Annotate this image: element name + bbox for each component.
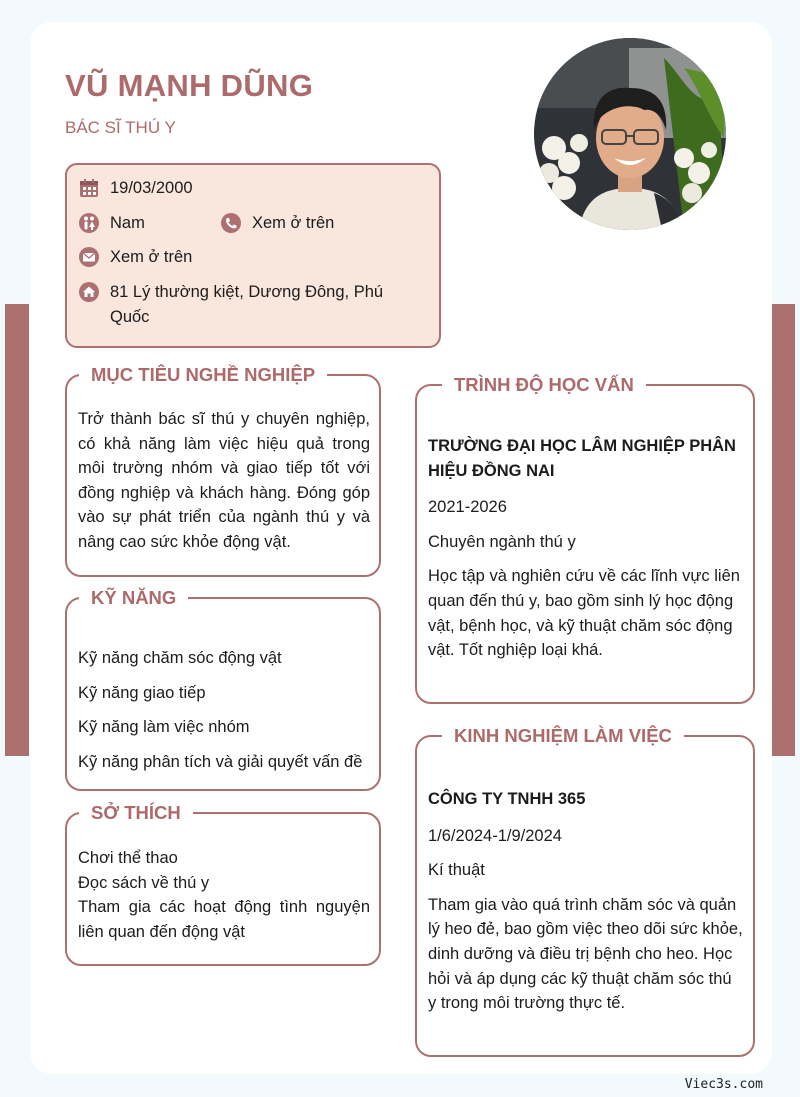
work-experience-section (415, 725, 755, 1057)
calendar-icon (78, 177, 100, 199)
email-value: Xem ở trên (110, 248, 193, 266)
address-row (78, 280, 398, 329)
candidate-name: VŨ MẠNH DŨNG (65, 68, 314, 103)
skill-item: Kỹ năng phân tích và giải quyết vấn đề (78, 753, 363, 771)
skill-item: Kỹ năng giao tiếp (78, 684, 206, 702)
profile-photo (534, 38, 726, 230)
watermark: Viec3s.com (684, 1077, 763, 1092)
education-period: 2021-2026 (428, 498, 507, 517)
section-title: KINH NGHIỆM LÀM VIỆC (442, 724, 684, 748)
skills-section (65, 587, 381, 791)
gender-icon (78, 212, 100, 234)
objective-text: Trở thành bác sĩ thú y chuyên nghiệp, có khả năng làm việc hiệu quả trong môi trường nhóm và giao tiếp tốt với đồng nghiệp và khách hàng. Đóng góp vào sự phát triển của ngành thú y và nâng cao sức khỏe động vật. (78, 410, 370, 551)
section-title: KỸ NĂNG (79, 586, 188, 610)
company-name: CÔNG TY TNHH 365 (428, 790, 586, 808)
gender-row (78, 211, 145, 236)
section-title: SỞ THÍCH (79, 801, 193, 825)
education-major: Chuyên ngành thú y (428, 532, 576, 551)
candidate-role: BÁC SĨ THÚ Y (65, 118, 176, 137)
hobby-item: Tham gia các hoạt động tình nguyện liên quan đến động vật (78, 898, 370, 941)
contact-info-panel (65, 163, 441, 348)
experience-description: Tham gia vào quá trình chăm sóc và quản lý heo đẻ, bao gồm việc theo dõi sức khỏe, dinh dưỡng và điều trị bệnh cho heo. Học hỏi và áp dụng các kỹ thuật chăm sóc thú y trong môi trường thực tế. (428, 895, 743, 1013)
phone-row (220, 211, 334, 236)
education-description: Học tập và nghiên cứu về các lĩnh vực liên quan đến thú y, bao gồm sinh lý học động vật, bệnh học, và kỹ thuật chăm sóc động vật. Tốt nghiệp loại khá. (428, 567, 740, 660)
home-icon (78, 281, 100, 303)
envelope-icon (78, 246, 100, 268)
experience-position: Kí thuật (428, 861, 485, 880)
hobby-item: Chơi thể thao (78, 849, 178, 867)
experience-period: 1/6/2024-1/9/2024 (428, 826, 562, 845)
hobbies-section (65, 802, 381, 966)
email-row (78, 245, 192, 270)
skill-item: Kỹ năng làm việc nhóm (78, 718, 250, 736)
section-title: TRÌNH ĐỘ HỌC VẤN (442, 373, 646, 397)
skill-item: Kỹ năng chăm sóc động vật (78, 649, 282, 667)
career-objective-section (65, 364, 381, 577)
school-name: TRƯỜNG ĐẠI HỌC LÂM NGHIỆP PHÂN HIỆU ĐỒNG NAI (428, 437, 736, 480)
education-section (415, 374, 755, 704)
left-accent-band (5, 304, 29, 756)
phone-value: Xem ở trên (252, 214, 335, 232)
right-accent-band (771, 304, 795, 756)
dob-row (78, 176, 193, 201)
dob-value: 19/03/2000 (110, 179, 193, 197)
address-value: 81 Lý thường kiệt, Dương Đông, Phú Quốc (110, 283, 384, 326)
section-title: MỤC TIÊU NGHỀ NGHIỆP (79, 363, 327, 387)
hobby-item: Đọc sách về thú y (78, 873, 210, 892)
gender-value: Nam (110, 214, 145, 232)
phone-icon (220, 212, 242, 234)
